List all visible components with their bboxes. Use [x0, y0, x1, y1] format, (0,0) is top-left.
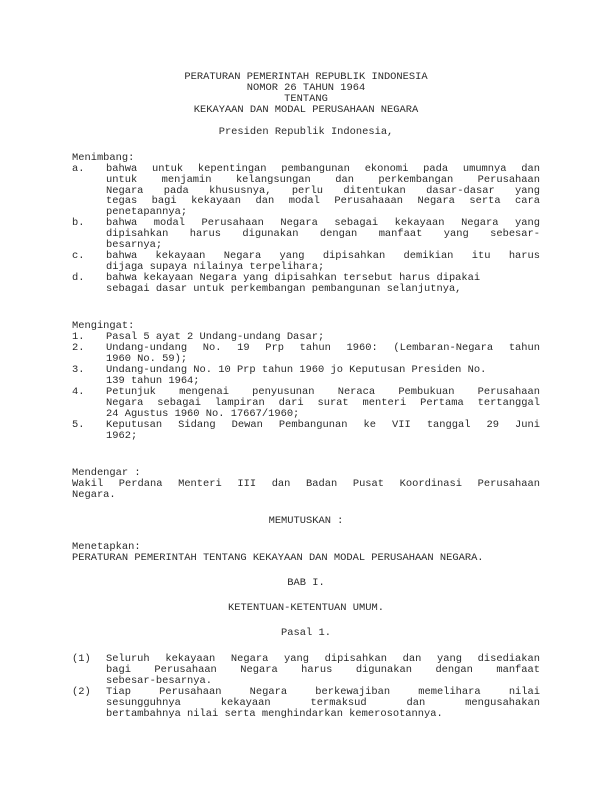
president-line: Presiden Republik Indonesia, — [218, 126, 394, 138]
item-marker: c. — [72, 250, 85, 262]
mendengar-heading: Mendengar : — [72, 467, 141, 479]
item-line: sesungguhnya kekayaan termaksud dan mengusahakan — [106, 696, 540, 709]
item-line: Negara sebagai lampiran dari surat menteri Pertama tertanggal — [106, 396, 540, 409]
menetapkan-heading: Menetapkan: — [72, 541, 141, 553]
item-line: Undang-undang No. 19 Prp tahun 1960: (Lembaran-Negara tahun — [106, 342, 540, 354]
item-line: Negara pada khususnya, perlu ditentukan dasar-dasar yang — [106, 184, 540, 197]
item-marker: 3. — [72, 364, 85, 376]
title-line-1: PERATURAN PEMERINTAH REPUBLIK INDONESIA — [184, 71, 428, 83]
item-marker: b. — [72, 217, 85, 229]
item-line: dipisahkan harus digunakan dengan manfaat yang sebesar- — [106, 227, 540, 240]
item-line: 1962; — [106, 429, 138, 442]
item-line: bahwa modal Perusahaan Negara sebagai kekayaan Negara yang — [106, 217, 540, 229]
item-line: bahwa untuk kepentingan pembangunan ekonomi pada umumnya dan — [106, 163, 540, 175]
bab-subtitle: KETENTUAN-KETENTUAN UMUM. — [228, 602, 384, 614]
item-line: bertambahnya nilai serta menghindarkan kemerosotannya. — [106, 707, 443, 720]
item-marker: 1. — [72, 331, 85, 343]
item-line: penetapannya; — [106, 206, 188, 219]
menetapkan-text: PERATURAN PEMERINTAH TENTANG KEKAYAAN DAN MODAL PERUSAHAAN NEGARA. — [72, 552, 484, 564]
item-marker: a. — [72, 163, 85, 175]
title-line-2: NOMOR 26 TAHUN 1964 — [246, 82, 366, 94]
item-line: 139 tahun 1964; — [106, 374, 200, 387]
item-line: 24 Agustus 1960 No. 17667/1960; — [106, 407, 300, 420]
menimbang-heading: Menimbang: — [72, 152, 135, 164]
item-line: Seluruh kekayaan Negara yang dipisahkan dan yang disediakan — [106, 653, 540, 665]
item-line: Tiap Perusahaan Negara berkewajiban memelihara nilai — [106, 686, 540, 698]
item-marker: (1) — [72, 653, 91, 665]
item-line: Pasal 5 ayat 2 Undang-undang Dasar; — [106, 331, 325, 343]
title-line-3: TENTANG — [284, 93, 328, 105]
item-line: untuk menjamin kelangsungan dan perkembangan Perusahaan — [106, 173, 540, 186]
item-line: Petunjuk mengenai penyusunan Neraca Pembukuan Perusahaan — [106, 386, 540, 398]
item-marker: (2) — [72, 686, 91, 698]
item-line: Keputusan Sidang Dewan Pembangunan ke VII tanggal 29 Juni — [106, 419, 540, 431]
mendengar-line-2: Negara. — [72, 489, 116, 501]
item-marker: 5. — [72, 419, 85, 431]
item-line: sebagai dasar untuk perkembangan pembangunan selanjutnya, — [106, 282, 462, 295]
item-line: bahwa kekayaan Negara yang dipisahkan demikian itu harus — [106, 250, 540, 262]
item-line: tegas bagi kekayaan dan modal Perusahaaan Negara serta cara — [106, 195, 540, 208]
pasal-heading: Pasal 1. — [281, 627, 331, 639]
item-line: bagi Perusahaan Negara harus digunakan dengan manfaat — [106, 663, 540, 676]
item-line: dijaga supaya nilainya terpelihara; — [106, 260, 325, 273]
item-line: 1960 No. 59); — [106, 352, 188, 365]
memutuskan-heading: MEMUTUSKAN : — [268, 515, 344, 527]
title-line-4: KEKAYAAN DAN MODAL PERUSAHAAN NEGARA — [193, 104, 419, 116]
item-marker: 4. — [72, 386, 85, 398]
mendengar-line-1: Wakil Perdana Menteri III dan Badan Pusat Koordinasi Perusahaan — [72, 478, 540, 490]
bab-title: BAB I. — [287, 577, 325, 589]
mengingat-heading: Mengingat: — [72, 320, 135, 332]
item-line: Undang-undang No. 10 Prp tahun 1960 jo Keputusan Presiden No. — [106, 364, 487, 376]
item-line: besarnya; — [106, 238, 163, 251]
item-line: sebesar-besarnya. — [106, 674, 213, 687]
item-marker: d. — [72, 272, 85, 284]
item-line: bahwa kekayaan Negara yang dipisahkan tersebut harus dipakai — [106, 272, 481, 284]
item-marker: 2. — [72, 342, 85, 354]
